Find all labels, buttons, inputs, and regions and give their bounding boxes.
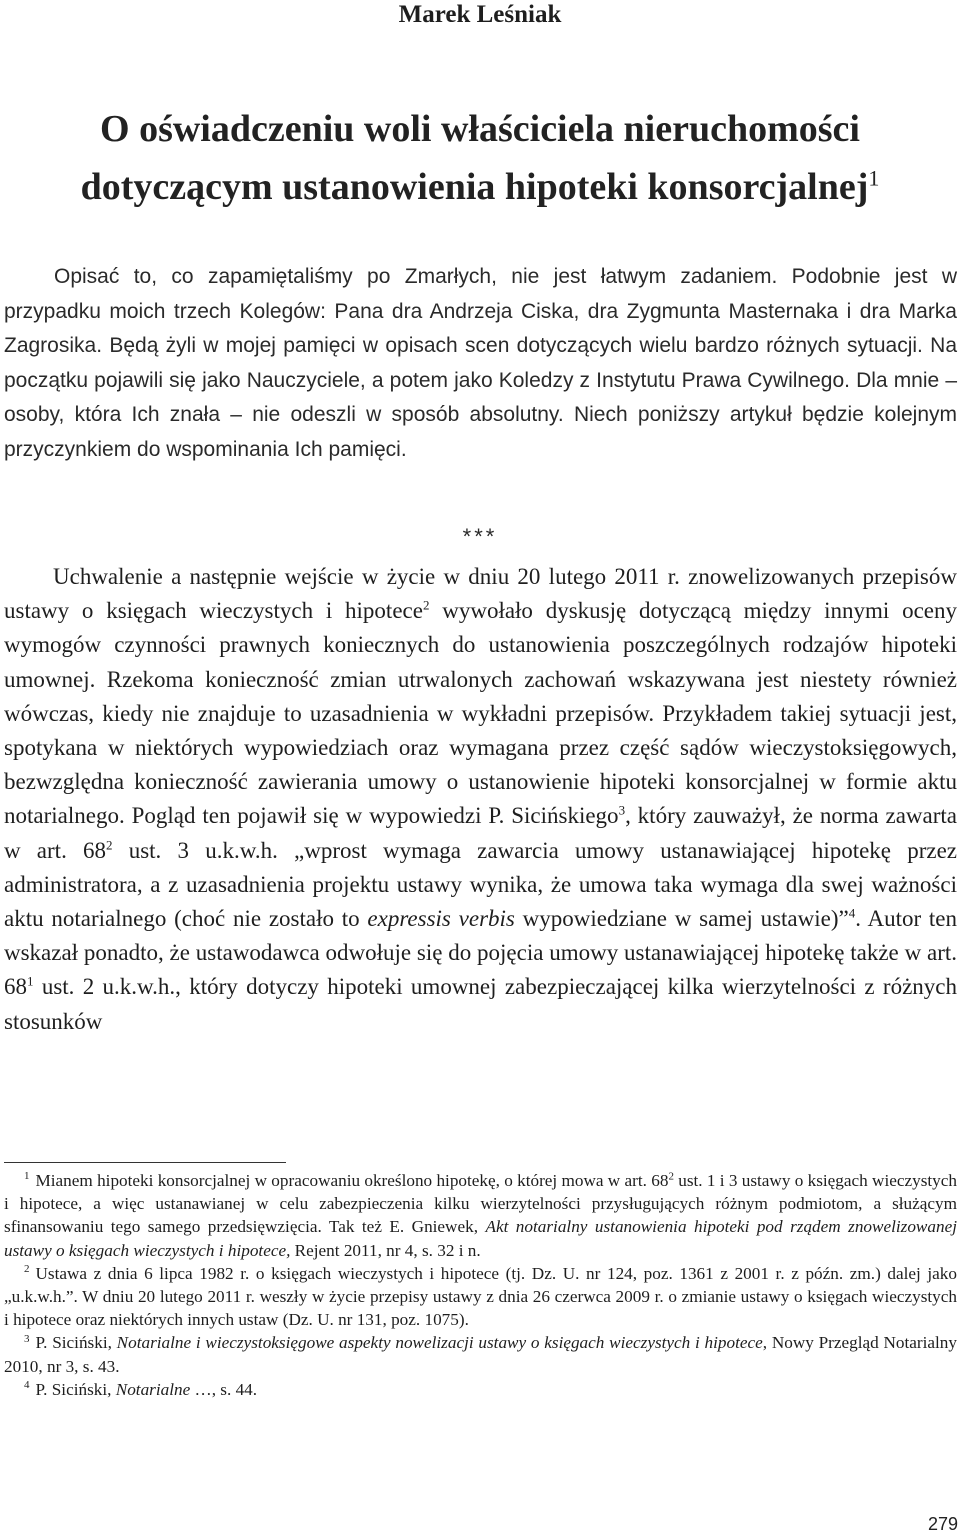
footnotes-section (4, 1169, 957, 1401)
main-body-text (4, 560, 957, 1039)
body-segment: wypowiedziane w samej ustawie)” (514, 906, 849, 932)
article-superscript: 2 (106, 836, 113, 852)
section-separator: *** (462, 524, 498, 549)
footnote-2 (4, 1262, 957, 1332)
footnote-text: , Nowy Przegląd Notarialny 2010, nr 3, s. 43. (4, 1333, 957, 1376)
article-superscript: 2 (668, 1170, 674, 1183)
title-line-2: dotyczącym ustanowienia hipoteki konsorcjalnej (80, 166, 869, 208)
intro-text: Opisać to, co zapamiętaliśmy po Zmarłych, nie jest łatwym zadaniem. Podobnie jest w przypadku moich trzech Kolegów: Pana dra Andrzeja Ciska, dra Zygmunta Masternaka i dra Marka Zagrosika. Będą żyli w mojej pamięci w opisach scen dotyczących wielu bardzo różnych sytuacji. Na początku pojawili się jako Nauczyciele, a potem jako Koledzy z Instytutu Prawa Cywilnego. Dla mnie – osoby, która Ich znała – nie odeszli w sposób absolutny. Niech poniższy artykuł będzie kolejnym przyczynkiem do wspominania Ich pamięci. (4, 265, 957, 461)
footnote-ref-2[interactable]: 2 (422, 597, 430, 613)
footnote-text: P. Siciński, (35, 1379, 116, 1399)
body-segment: ust. 3 u.k.w.h. „wprost wymaga zawarcia umowy ustanawiającej hipotekę przez administratora, a z uzasadnienia projektu ustawy wynika, że umowa taka wymaga dla swej ważności aktu notarialnego (choć nie zostało to (4, 837, 957, 932)
footnote-divider (4, 1162, 286, 1163)
cited-work-title: Notarialne (115, 1379, 191, 1399)
footnote-number: 3 (24, 1332, 30, 1345)
body-paragraph (4, 560, 957, 1039)
footnote-number: 1 (24, 1170, 30, 1183)
footnote-ref-4[interactable]: 4 (848, 905, 856, 921)
cited-work-title: Notarialne i wieczystoksięgowe aspekty nowelizacji ustawy o księgach wieczystych i hipotece (116, 1333, 763, 1353)
footnote-text: Mianem hipoteki konsorcjalnej w opracowaniu określono hipotekę, o której mowa w art. 68 (35, 1171, 669, 1190)
footnote-text: …, s. 44. (190, 1379, 258, 1399)
body-segment: ust. 2 u.k.w.h., który dotyczy hipoteki umownej zabezpieczającej kilka wierzytelności z różnych stosunków (4, 974, 957, 1034)
footnote-ref-3[interactable]: 3 (618, 802, 626, 818)
page-number: 279 (927, 1514, 958, 1534)
footnote-3 (4, 1331, 957, 1377)
footnote-4 (4, 1378, 957, 1401)
article-title (0, 100, 960, 216)
footnote-text: P. Siciński, (35, 1333, 117, 1353)
footnote-text: ust. 1 i 3 ustawy o księgach wieczystych i hipotece, a więc ustanawianej w celu zabezpieczenia kilku wierzytelności przysługujących różnym podmiotom, a służącym sfinansowaniu tego samego przedsięwzięcia. Tak też E. Gniewek, (4, 1171, 958, 1237)
body-segment: . Autor ten wskazał ponadto, że ustawodawca odwołuje się do pojęcia umowy ustanawiającej hipotekę także w art. 68 (4, 906, 957, 1000)
footnote-number: 4 (24, 1379, 30, 1392)
footnote-text: Rejent 2011, nr 4, s. 32 i n. (290, 1240, 481, 1260)
dedication-paragraph (4, 260, 957, 467)
body-segment: Uchwalenie a następnie wejście w życie w dniu 20 lutego 2011 r. znowelizowanych przepisów ustawy o księgach wieczystych i hipotece (4, 564, 957, 624)
article-superscript: 1 (27, 973, 34, 989)
footnote-text: Ustawa z dnia 6 lipca 1982 r. o księgach wieczystych i hipotece (tj. Dz. U. nr 124, poz. 1361 z 2001 r. z późn. zm.) dalej jako „u.k.w.h.”. W dniu 20 lutego 2011 r. weszły w życie przepisy ustawy z dnia 26 czerwca 2009 r. o zmianie ustawy o księgach wieczystych i hipotece oraz niektórych innych ustaw (Dz. U. nr 131, poz. 1075). (4, 1263, 957, 1330)
footnote-1 (4, 1169, 957, 1262)
footnote-number: 2 (24, 1263, 30, 1276)
cited-work-title: Akt notarialny ustanowienia hipoteki pod rządem znowelizowanej ustawy o księgach wieczystych i hipotece, (4, 1217, 957, 1260)
title-footnote-ref[interactable]: 1 (868, 165, 880, 191)
body-segment: , który zauważył, że norma zawarta w art. 68 (4, 803, 957, 863)
latin-phrase: expressis verbis (367, 906, 515, 932)
author-name: Marek Leśniak (398, 1, 562, 28)
title-line-1: O oświadczeniu woli właściciela nieruchomości (100, 108, 860, 150)
body-segment: wywołało dyskusję dotyczącą między innymi oceny wymogów czynności prawnych koniecznych do ustanowienia poszczególnych rodzajów hipoteki umownej. Rzekoma konieczność zmian utrwalonych zachowań wskazywana jest niestety również wówczas, kiedy nie znajduje to uzasadnienia w wykładni przepisów. Przykładem takiej sytuacji jest, spotykana w niektórych wypowiedziach oraz wymagana przez część sądów wieczystoksięgowych, bezwzględna konieczność zawierania umowy o ustanowienie hipoteki konsorcjalnej w formie aktu notarialnego. Pogląd ten pojawił się w wypowiedzi P. Sicińskiego (4, 598, 957, 829)
